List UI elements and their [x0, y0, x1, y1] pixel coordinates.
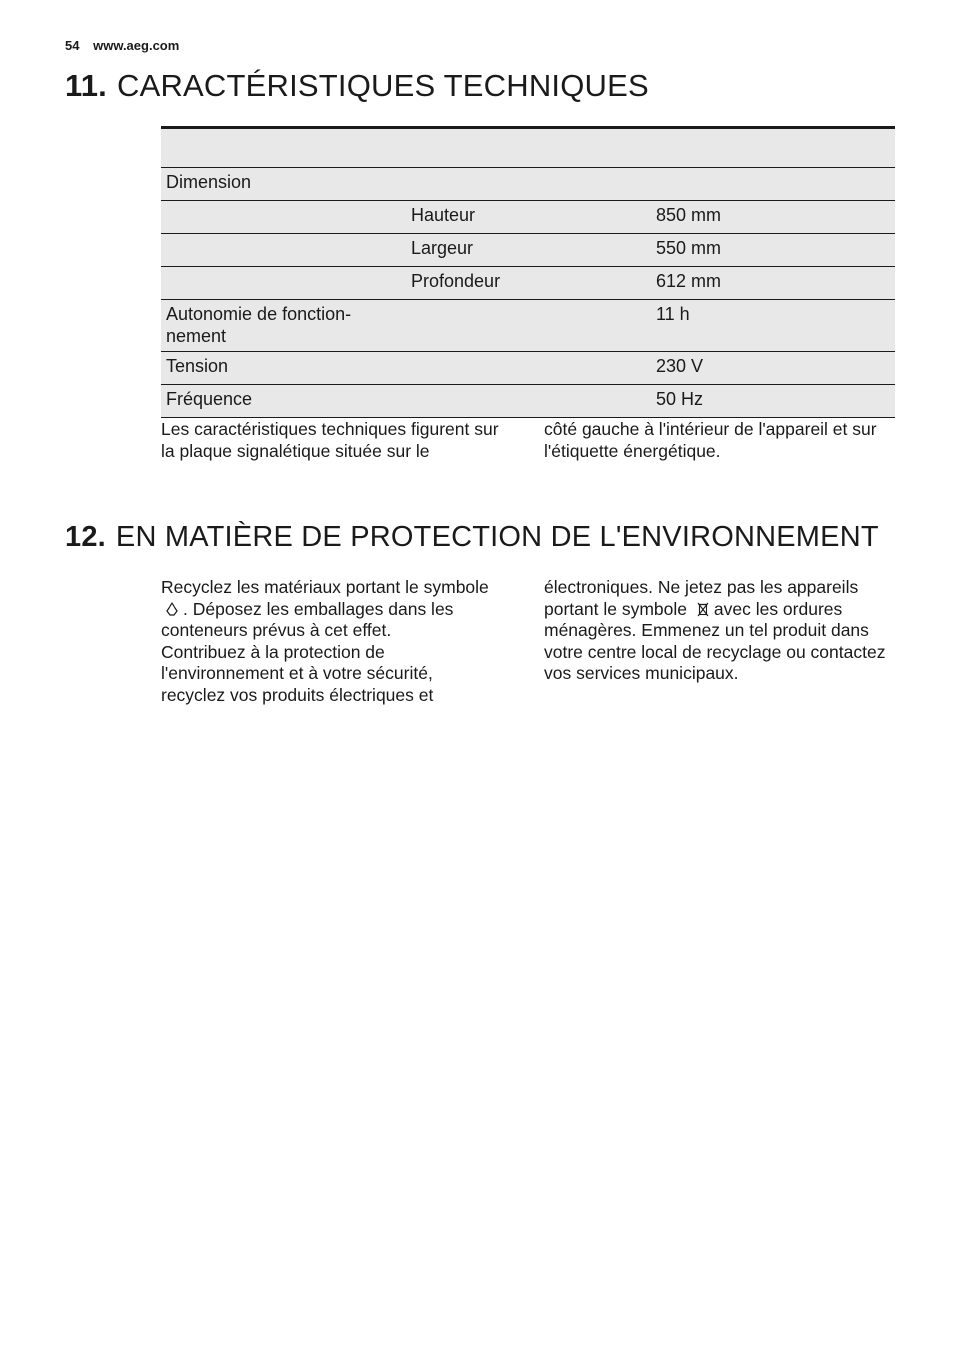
spec-sub: Hauteur — [406, 201, 651, 234]
spec-sub — [406, 168, 651, 201]
recycle-text-a: Recyclez les matériaux portant le symbole — [161, 577, 489, 597]
spec-label — [161, 234, 406, 267]
page-number: 54 — [65, 38, 80, 53]
weee-paragraph — [544, 577, 889, 685]
table-row — [161, 234, 895, 267]
section-11-number: 11. — [65, 68, 107, 103]
table-row — [161, 352, 895, 385]
spec-label — [161, 201, 406, 234]
spec-value: 11 h — [651, 300, 895, 352]
specs-note-right: côté gauche à l'intérieur de l'appareil et sur l'étiquette énergétique. — [544, 419, 877, 461]
environment-text-right — [544, 577, 889, 685]
table-row — [161, 267, 895, 300]
specs-table — [161, 126, 895, 418]
recycle-icon — [164, 601, 180, 617]
weee-text-b: avec les ordures ménagères. Emmenez un tel produit dans votre centre local de recyclage ou contactez vos services municipaux. — [544, 598, 886, 683]
table-header-row — [161, 128, 895, 168]
spec-label: Dimension — [161, 168, 406, 201]
specs-note-left: Les caractéristiques techniques figurent sur la plaque signalétique située sur le — [161, 419, 499, 461]
weee-text-a: électroniques. Ne jetez pas les appareils portant le symbole — [544, 577, 859, 619]
spec-value — [651, 168, 895, 201]
spec-value: 230 V — [651, 352, 895, 385]
table-row — [161, 201, 895, 234]
spec-label: Autonomie de fonction- nement — [161, 300, 406, 352]
section-12-heading: EN MATIÈRE DE PROTECTION DE L'ENVIRONNEMENT — [115, 521, 879, 553]
environment-text-left — [161, 577, 501, 706]
recycle-text-b: . Déposez les emballages dans les conteneurs prévus à cet effet. — [161, 598, 454, 640]
table-row — [161, 385, 895, 418]
spec-sub: Profondeur — [406, 267, 651, 300]
spec-label: Tension — [161, 352, 406, 385]
page-header — [65, 38, 179, 53]
contribute-paragraph: Contribuez à la protection de l'environnement et à votre sécurité, recyclez vos produits électriques et — [161, 641, 434, 705]
crossed-bin-icon — [695, 601, 711, 617]
spec-label — [161, 267, 406, 300]
table-row — [161, 168, 895, 201]
section-11-heading: CARACTÉRISTIQUES TECHNIQUES — [116, 68, 649, 103]
spec-value: 612 mm — [651, 267, 895, 300]
table-row — [161, 300, 895, 352]
spec-label: Fréquence — [161, 385, 406, 418]
spec-sub: Largeur — [406, 234, 651, 267]
spec-value: 550 mm — [651, 234, 895, 267]
spec-sub — [406, 385, 651, 418]
section-12-title — [65, 521, 879, 554]
spec-value: 850 mm — [651, 201, 895, 234]
website-link[interactable]: www.aeg.com — [93, 38, 180, 53]
spec-value: 50 Hz — [651, 385, 895, 418]
section-12-number: 12. — [65, 521, 106, 553]
spec-sub — [406, 352, 651, 385]
spec-sub — [406, 300, 651, 352]
recycle-paragraph — [161, 577, 501, 642]
section-11-title — [65, 68, 649, 104]
